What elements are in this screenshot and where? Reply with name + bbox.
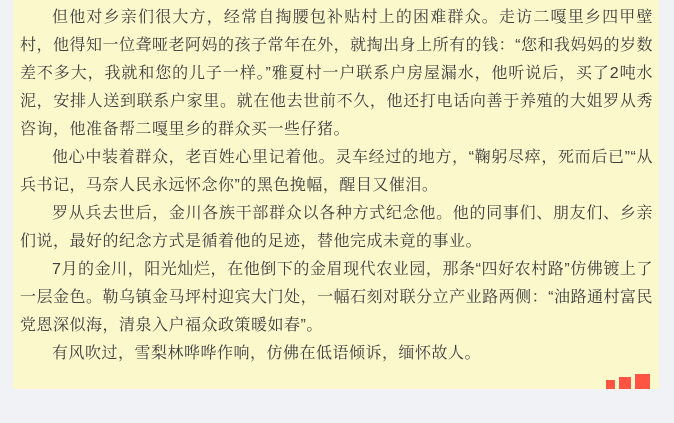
article-text <box>13 0 659 368</box>
paragraph-3: 罗从兵去世后，金川各族干部群众以各种方式纪念他。他的同事们、朋友们、乡亲们说，最好的纪念方式是循着他的足迹，替他完成未竟的事业。 <box>20 205 653 250</box>
page-footer-decoration <box>606 374 650 389</box>
red-square-medium-icon <box>619 377 631 389</box>
document-page <box>13 0 659 389</box>
red-square-large-icon <box>635 374 650 389</box>
paragraph-1: 但他对乡亲们很大方，经常自掏腰包补贴村上的困难群众。走访二嘎里乡四甲壁村，他得知一位聋哑老阿妈的孩子常年在外，就掏出身上所有的钱：“您和我妈妈的岁数差不多大，我就和您的儿子一样。”雅夏村一户联系户房屋漏水，他听说后，买了2吨水泥，安排人送到联系户家里。就在他去世前不久，他还打电话向善于养殖的大姐罗从秀咨询，他准备帮二嘎里乡的群众买一些仔猪。 <box>20 9 653 138</box>
paragraph-5: 有风吹过，雪梨林哗哗作响，仿佛在低语倾诉，缅怀故人。 <box>52 345 482 362</box>
paragraph-2: 他心中装着群众，老百姓心里记着他。灵车经过的地方，“鞠躬尽瘁，死而后已”“从兵书记，马奈人民永远怀念你”的黑色挽幅，醒目又催泪。 <box>20 149 653 194</box>
paragraph-4: 7月的金川，阳光灿烂，在他倒下的金眉现代农业园，那条“四好农村路”仿佛镀上了一层金色。勒乌镇金马坪村迎宾大门处，一幅石刻对联分立产业路两侧：“油路通村富民党恩深似海，清泉入户福众政策暖如春”。 <box>20 261 653 334</box>
red-square-small-icon <box>606 380 615 389</box>
